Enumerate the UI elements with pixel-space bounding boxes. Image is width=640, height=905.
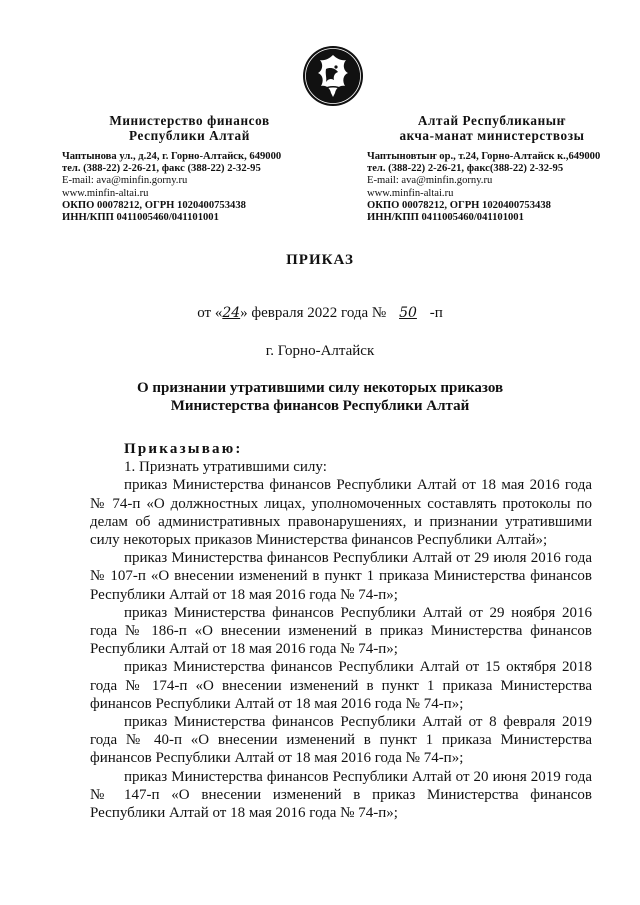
order-number-suffix: -п xyxy=(429,305,443,321)
point-1: 1. Признать утратившими силу: xyxy=(124,459,327,476)
altai-emblem-icon xyxy=(302,45,364,107)
date-middle: » февраля 2022 года № xyxy=(240,305,387,321)
inn-alt: ИНН/КПП 0411005460/041101001 xyxy=(367,212,524,224)
inn-ru: ИНН/КПП 0411005460/041101001 xyxy=(62,212,219,224)
paragraph: приказ Министерства финансов Республики Алтай от 20 июня 2019 года № 147-п «О внесении изменений в приказ Министерства финансов Республики Алтай от 18 мая 2016 года № 74-п»; xyxy=(90,768,592,822)
okpo-alt: ОКПО 00078212, ОГРН 1020400753438 xyxy=(367,199,551,211)
order-subject xyxy=(0,379,640,415)
order-number: 50 xyxy=(399,305,417,321)
paragraph: приказ Министерства финансов Республики Алтай от 8 февраля 2019 года № 40-п «О внесении изменений в пункт 1 приказа Министерства финансов Республики Алтай от 18 мая 2016 года № 74-п»; xyxy=(90,714,592,767)
order-date-line xyxy=(0,305,640,322)
subject-line1: О признании утратившими силу некоторых приказов xyxy=(136,380,504,396)
subject-line2: Министерства финансов Республики Алтай xyxy=(170,398,470,414)
okpo-ru: ОКПО 00078212, ОГРН 1020400753438 xyxy=(62,199,246,211)
ministry-title-ru-line2: Республики Алтай xyxy=(129,128,250,143)
date-day: 24 xyxy=(222,305,241,321)
email-alt: E-mail: ava@minfin.gorny.ru xyxy=(367,175,493,187)
address-alt: Чаптыновтыҥ ор., т.24, Горно-Алтайск к.,649000 xyxy=(367,151,601,162)
paragraph: приказ Министерства финансов Республики Алтай от 29 июля 2016 года № 107-п «О внесении изменений в пункт 1 приказа Министерства финансов Республики Алтай от 18 мая 2016 года № 74-п»; xyxy=(90,550,592,603)
order-body xyxy=(90,440,592,822)
address-ru: Чаптынова ул., д.24, г. Горно-Алтайск, 649000 xyxy=(62,151,282,162)
phone-ru: тел. (388-22) 2-26-21, факс (388-22) 2-32-95 xyxy=(62,163,261,175)
ministry-title-alt-line2: акча-манат министерствозы xyxy=(399,128,585,143)
header-left xyxy=(62,113,317,224)
document-title: ПРИКАЗ xyxy=(286,252,354,268)
header-right xyxy=(367,113,617,224)
website-ru: www.minfin-altai.ru xyxy=(62,187,149,199)
paragraph: приказ Министерства финансов Республики Алтай от 29 ноября 2016 года № 186-п «О внесении изменений в приказ Министерства финансов Республики Алтай от 18 мая 2016 года № 74-п»; xyxy=(90,604,592,658)
phone-alt: тел. (388-22) 2-26-21, факс(388-22) 2-32-95 xyxy=(367,163,564,175)
website-alt: www.minfin-altai.ru xyxy=(367,187,454,199)
paragraph: приказ Министерства финансов Республики Алтай от 15 октября 2018 года № 174-п «О внесении изменений в пункт 1 приказа Министерства финансов Республики Алтай от 18 мая 2016 года № 74-п»; xyxy=(90,659,592,712)
city: г. Горно-Алтайск xyxy=(265,343,375,359)
date-prefix: от « xyxy=(197,305,223,321)
ministry-title-alt-line1: Алтай Республиканыҥ xyxy=(417,113,567,128)
ministry-title-ru-line1: Министерство финансов xyxy=(109,113,270,128)
paragraph: приказ Министерства финансов Республики Алтай от 18 мая 2016 года № 74-п «О должностных лицах, уполномоченных составлять протоколы по делам об административных правонарушениях, и признании утратившими силу некоторых приказов Министерства финансов Республики Алтай»; xyxy=(90,477,592,549)
order-word: Приказываю: xyxy=(124,441,243,457)
email-ru: E-mail: ava@minfin.gorny.ru xyxy=(62,175,188,187)
